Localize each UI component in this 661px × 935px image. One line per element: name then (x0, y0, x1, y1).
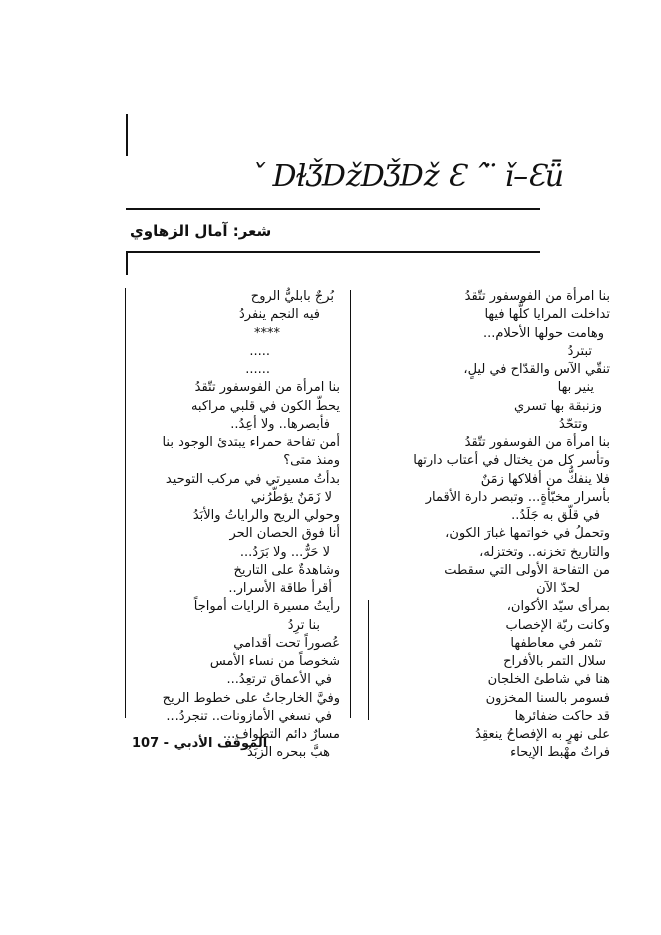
poem-line: هبَّ ببحره الزبَدُ (247, 745, 330, 761)
poem-line: بدأتُ مسيرتي في مركب التوحيد (165, 471, 340, 487)
byline-frame-vertical-line (126, 251, 128, 275)
poem-line: بأسرار مخبّأةٍ... وتبصر دارة الأقمار (425, 489, 610, 505)
poem-line: لا زَمَنٌ يؤطّرُني (250, 489, 332, 505)
poem-line: بمرأى سيّد الأكوان، (506, 599, 610, 615)
poem-line: وهامت حولها الأحلام... (482, 325, 604, 341)
poem-line: رأيتُ مسيرة الرايات أمواجاً (193, 599, 340, 615)
poem-line: فلا ينفكُّ من أفلاكها زمَنٌ (480, 471, 610, 487)
left-margin-line (125, 288, 126, 718)
poem-line: تثمر في معاطفها (510, 635, 602, 651)
poem-line: في الأعماق ترتعِدُ... (226, 672, 332, 688)
poem-line: مسارٌ دائم التطواف... (222, 727, 340, 742)
column-separator-line (350, 290, 351, 718)
poem-line: تنقّي الآس والقدّاح في ليلٍ، (463, 362, 610, 377)
poem-line: وشاهدةٌ على التاريخ (233, 562, 340, 578)
section-separator: **** (254, 325, 280, 341)
poem-line: لا حَرٌّ... ولا بَرَدُ... (239, 544, 330, 560)
poem-line: أمن تفاحة حمراء يبتدئ الوجود بنا (162, 435, 340, 450)
poem-line: فيه النجم ينفردُ (239, 307, 320, 323)
poem-line: فأبصرها.. ولا أعِدُ.. (230, 416, 330, 432)
poem-line: بنا امرأة من الفوسفور تتّقدُ (464, 435, 610, 450)
poem-line: وكانت ربّة الإخصاب (505, 617, 610, 633)
poem-line: والتاريخ تخزنه.. وتختزله، (479, 544, 610, 560)
poem-line: وفيَّ الخارجاتُ على خطوط الريح (162, 690, 340, 706)
poem-right-column (378, 288, 610, 763)
poem-line: بنا امرأة من الفوسفور تتّقدُ (194, 380, 340, 396)
poem-line: يحطّ الكون في قلبي مراكبه (190, 398, 340, 414)
poem-line: سلال التمر بالأفراح (503, 654, 606, 669)
poem-left-column (150, 288, 340, 763)
poem-line: فسومر بالسنا المخزون (485, 690, 610, 706)
page-footer: الموقف الأدبي - 107 (132, 736, 268, 751)
poet-byline: شعر: آمال الزهاوي (130, 222, 272, 240)
poem-line: تداخلت المرايا كلُّها فيها (484, 307, 610, 323)
poem-line: تبتردُ (567, 343, 592, 359)
title-frame-vertical-line (126, 114, 128, 156)
poem-line: بُرجٌ بابليُّ الروح (250, 289, 334, 304)
poem-line: بنا امرأة من الفوسفور تتّقدُ (464, 289, 610, 304)
poem-line: ومنذ متى؟ (283, 453, 340, 469)
poem-line: وتحملُ في خواتمها غبارَ الكون، (445, 526, 610, 542)
poem-line: في قلّق به جَلَدُ.. (511, 508, 600, 523)
poem-line: من التفاحة الأولى التي سقطت (444, 562, 610, 578)
poem-line: وتتحّدُ (558, 416, 588, 432)
poem-line: بنا ترِدُ (287, 617, 320, 633)
poem-line: وحولي الريح والراياتُ والأبَدُ (192, 508, 340, 523)
poem-line: فراتٌ مهْبط الإيحاء (510, 745, 610, 761)
poem-title: ˇ DɫǮǅDǮǅ Ɛ ˆ ̈ ǐ–Ɛǖ (250, 159, 564, 194)
title-frame-horizontal-line (126, 208, 540, 210)
poem-line: ينير بها (557, 380, 594, 396)
poem-line: أقرأ طاقة الأسرار.. (228, 581, 332, 596)
poem-line: على نهرٍ به الإفصاحُ ينعقِدُ (475, 727, 610, 742)
poem-line: أنا فوق الحصان الحر (229, 526, 340, 542)
poem-line: عُصوراً تحت أقدامي (233, 635, 340, 651)
poem-line: قد حاكت ضفائرها (514, 708, 610, 724)
right-column-side-line (368, 600, 369, 720)
poem-line: شخوصاً من نساء الأمس (209, 654, 340, 669)
byline-underline (126, 251, 540, 253)
ellipsis-line: ..... (249, 343, 270, 359)
poem-line: هنا في شاطئ الخلجان (487, 672, 610, 688)
ellipsis-line: ...... (245, 362, 270, 377)
poem-line: وتأسر كل من يختال في أعتاب دارتها (413, 453, 610, 469)
poem-line: وزنبقة بها تسري (513, 398, 602, 414)
poem-line: لحدّ الآن (536, 581, 580, 596)
poem-line: في نسغي الأمازونات.. تنجردُ... (166, 708, 332, 724)
